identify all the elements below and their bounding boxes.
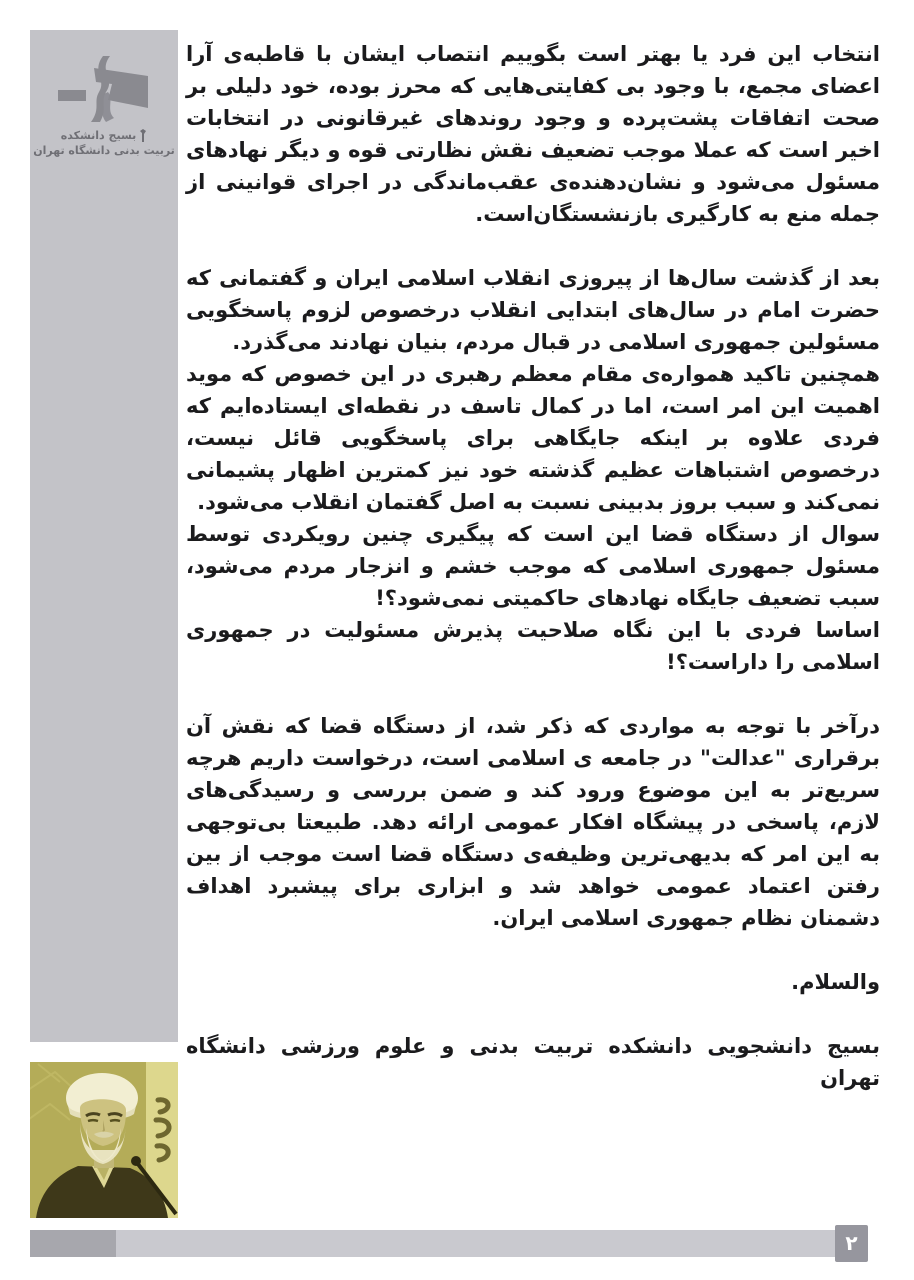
basij-mini-mark-icon bbox=[140, 129, 147, 142]
closing-salutation: والسلام. bbox=[791, 970, 880, 994]
paragraph-election: انتخاب این فرد یا بهتر است بگوییم انتصاب ایشان با قاطبه‌ی آرا اعضای مجمع، با وجود بی کفایتی‌هایی که محرز بوده، خود دلیلی بر صحت اتفاقات پشت‌پرده و وجود روندهای غیرقانونی در انتخابات اخیر است که عملا موجب تضعیف نقش نظارتی قوه و دیگر نهادهای مسئول می‌شود و نشان‌دهنده‌ی عقب‌ماندگی در اجرای قوانینی از جمله منع به کارگیری بازنشستگان‌است. bbox=[186, 42, 880, 226]
paragraph-leader-emphasis: همچنین تاکید همواره‌ی مقام معظم رهبری در این خصوص که موید اهمیت این امر است، اما در کمال تاسف در نقطه‌ای ایستاده‌ایم که فردی علاوه بر اینکه جایگاهی برای پاسخگویی قائل نیست، درخصوص اشتباهات عظیم گذشته خود نیز کمترین اظهار پشیمانی نمی‌کند و سبب بروز بدبینی نسبت به اصل گفتمان انقلاب می‌شود. bbox=[186, 362, 880, 514]
org-name-line1: بسیج دانشکده bbox=[60, 129, 137, 142]
letter-body bbox=[186, 38, 880, 1094]
org-name-line2: تربیت بدنی دانشگاه تهران bbox=[33, 144, 175, 157]
sidebar-org-name bbox=[30, 128, 178, 158]
sidebar bbox=[30, 30, 178, 1042]
paragraph-request: درآخر با توجه به مواردی که ذکر شد، از دستگاه قضا که نقش آن برقراری "عدالت" در جامعه ی اسلامی است، درخواست داریم هرچه سریع‌تر به این موضوع ورود کند و ضمن بررسی و رسیدگی‌های لازم، پاسخی در پیشگاه افکار عمومی ارائه دهد. طبیعتا بی‌توجهی به این امر که بدیهی‌ترین وظیفه‌ی دستگاه قضا است موجب از بین رفتن اعتماد عمومی خواهد شد و ابزاری برای پیشبرد اهداف دشمنان نظام جمهوری اسلامی ایران. bbox=[186, 714, 880, 930]
page-number-badge: ۲ bbox=[835, 1225, 868, 1262]
paragraph-eligibility-question: اساسا فردی با این نگاه صلاحیت پذیرش مسئولیت در جمهوری اسلامی را داراست؟! bbox=[186, 618, 880, 674]
footer-bar bbox=[116, 1230, 838, 1257]
paragraph-judiciary-question: سوال از دستگاه قضا این است که پیگیری چنین رویکردی توسط مسئول جمهوری اسلامی که موجب خشم و انزجار مردم می‌شود، سبب تضعیف جایگاه نهادهای حاکمیتی نمی‌شود؟! bbox=[186, 522, 880, 610]
basij-logo-icon bbox=[56, 56, 152, 122]
footer-bar-accent bbox=[30, 1230, 116, 1257]
official-portrait-photo bbox=[30, 1062, 178, 1218]
signature-line: بسیج دانشجویی دانشکده تربیت بدنی و علوم ورزشی دانشگاه تهران bbox=[186, 1034, 880, 1090]
paragraph-revolution: بعد از گذشت سال‌ها از پیروزی انقلاب اسلامی ایران و گفتمانی که حضرت امام در سال‌های ابتدایی انقلاب درخصوص لزوم پاسخگویی مسئولین جمهوری اسلامی در قبال مردم، بنیان نهادند می‌گذرد. bbox=[186, 266, 880, 354]
